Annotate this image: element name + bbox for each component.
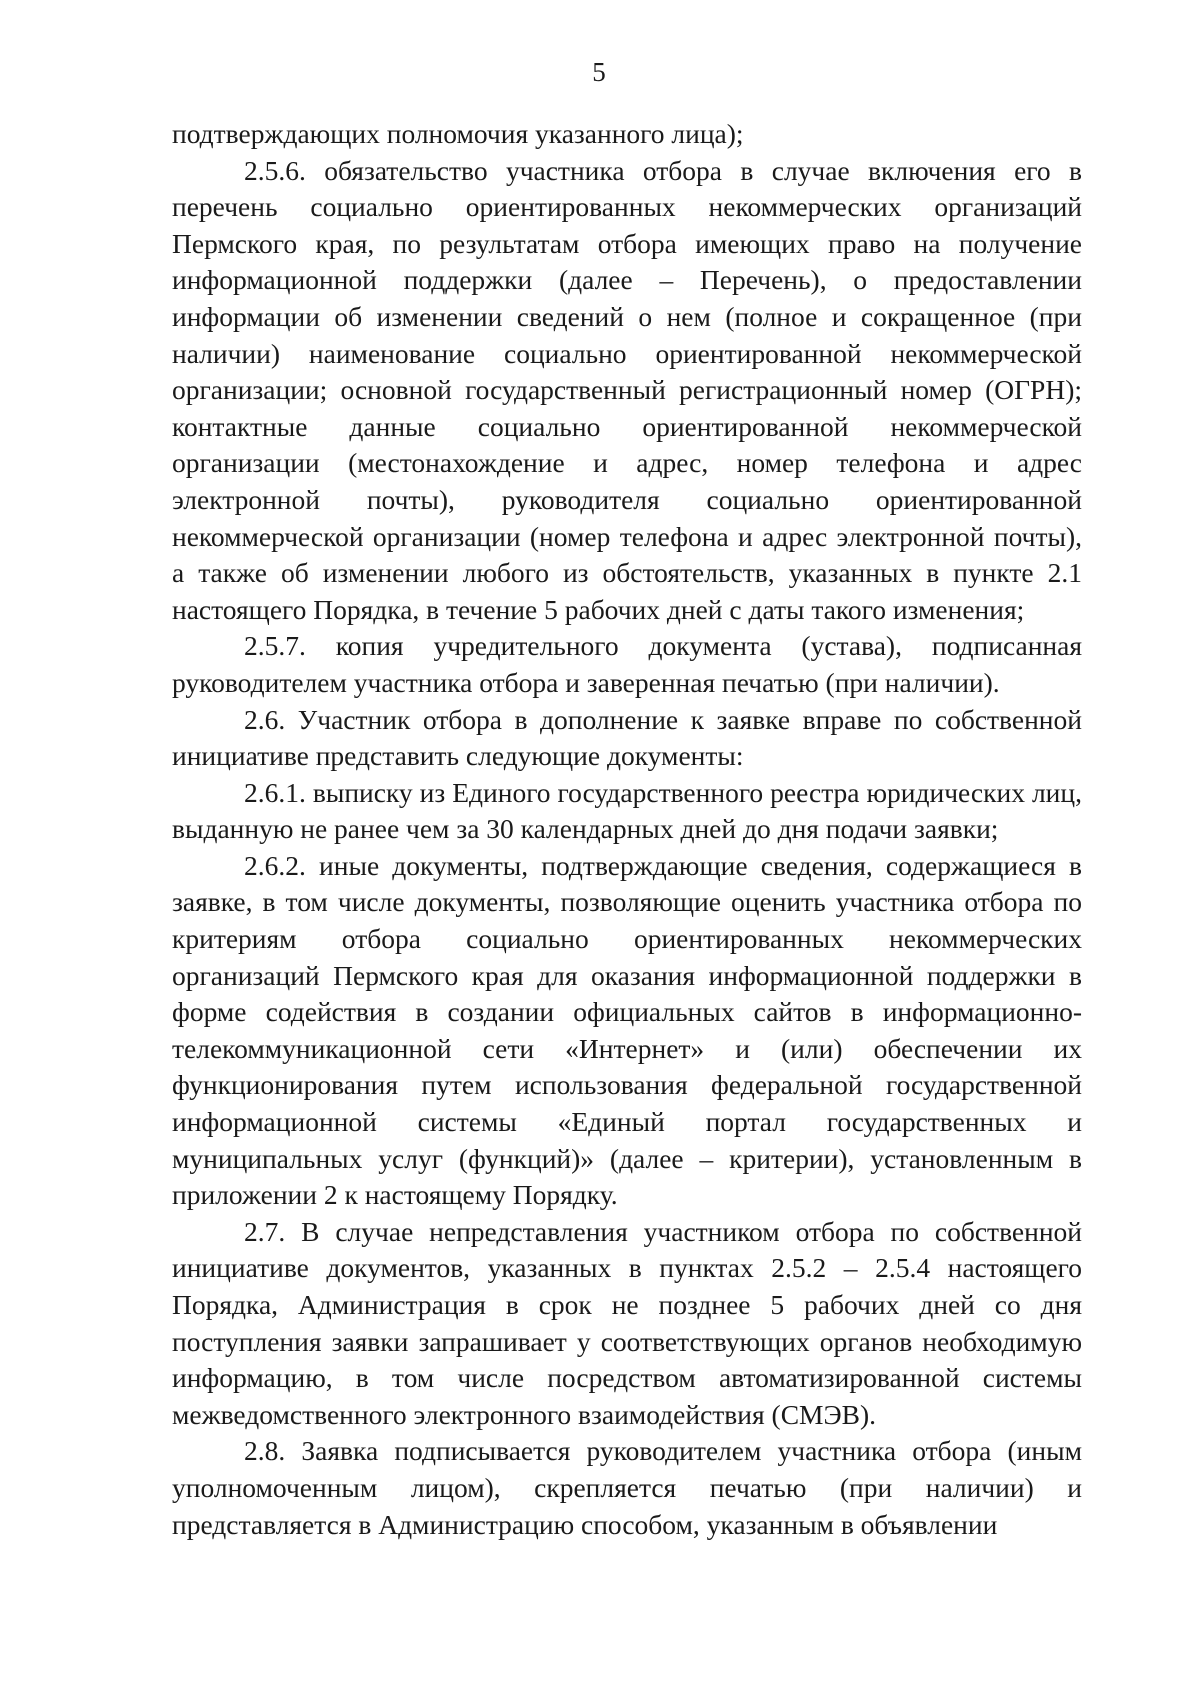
paragraph-2-6-1: 2.6.1. выписку из Единого государственного реестра юридических лиц, выданную не ранее чем за 30 календарных дней до дня подачи заявки; [172, 776, 1082, 845]
paragraph-2-6-2: 2.6.2. иные документы, подтверждающие сведения, содержащиеся в заявке, в том числе документы, позволяющие оценить участника отбора по критериям отбора социально ориентированных некоммерческих организаций Пермского края для оказания информационной поддержки в форме содействия в создании официальных сайтов в информационно-телекоммуникационной сети «Интернет» и (или) обеспечении их функционирования путем использования федеральной государственной информационной системы «Единый портал государственных и муниципальных услуг (функций)» (далее – критерии), установленным в приложении 2 к настоящему Порядку. [172, 849, 1082, 1211]
paragraph-2-6: 2.6. Участник отбора в дополнение к заявке вправе по собственной инициативе представить следующие документы: [172, 703, 1082, 772]
paragraph-2-7: 2.7. В случае непредставления участником отбора по собственной инициативе документов, указанных в пунктах 2.5.2 – 2.5.4 настоящего Порядка, Администрация в срок не позднее 5 рабочих дней со дня поступления заявки запрашивает у соответствующих органов необходимую информацию, в том числе посредством автоматизированной системы межведомственного электронного взаимодействия (СМЭВ). [172, 1215, 1082, 1430]
page-number: 5 [592, 57, 606, 87]
paragraph-2-5-7: 2.5.7. копия учредительного документа (устава), подписанная руководителем участника отбора и заверенная печатью (при наличии). [172, 630, 1082, 698]
paragraph-2-5-6: 2.5.6. обязательство участника отбора в случае включения его в перечень социально ориентированных некоммерческих организаций Пермского края, по результатам отбора имеющих право на получение информационной поддержки (далее – Перечень), о предоставлении информации об изменении сведений о нем (полное и сокращенное (при наличии) наименование социально ориентированной некоммерческой организации; основной государственный регистрационный номер (ОГРН); контактные данные социально ориентированной некоммерческой организации (местонахождение и адрес, номер телефона и адрес электронной почты), руководителя социально ориентированной некоммерческой организации (номер телефона и адрес электронной почты), а также об изменении любого из обстоятельств, указанных в пункте 2.1 настоящего Порядка, в течение 5 рабочих дней с даты такого изменения; [172, 154, 1082, 625]
body-text [172, 116, 1082, 1543]
paragraph-continuation: подтверждающих полномочия указанного лица); [172, 118, 744, 149]
paragraph-2-8: 2.8. Заявка подписывается руководителем участника отбора (иным уполномоченным лицом), скрепляется печатью (при наличии) и представляется в Администрацию способом, указанным в объявлении [172, 1435, 1082, 1540]
